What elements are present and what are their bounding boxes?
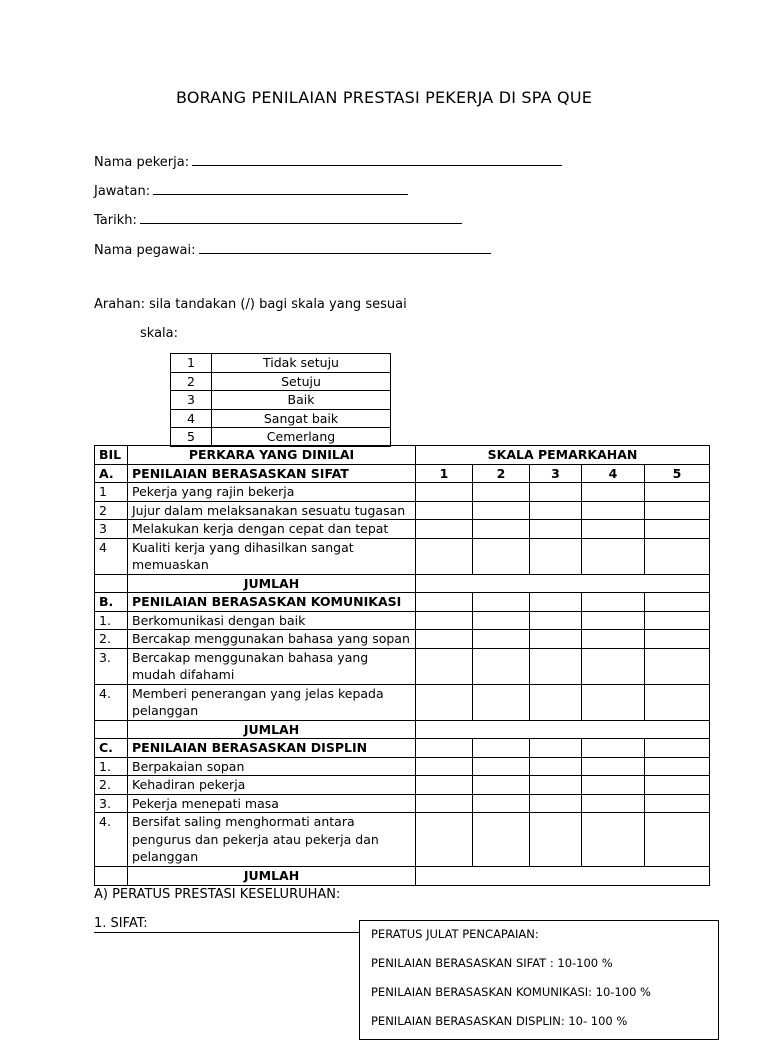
score-cell[interactable] [416,757,473,776]
criteria-number: 2. [95,776,128,795]
scale-description: Setuju [212,372,391,391]
score-cell[interactable] [582,483,645,502]
criteria-text [128,520,416,539]
scale-number: 1 [171,354,212,373]
criteria-row [95,630,710,649]
score-cell[interactable] [416,813,473,867]
score-cell[interactable] [530,593,582,612]
criteria-text-line: Bercakap menggunakan bahasa yang sopan [132,631,410,646]
form-title: BORANG PENILAIAN PRESTASI PEKERJA DI SPA QUE [175,88,593,107]
criteria-row [95,813,710,867]
score-cell[interactable] [416,648,473,684]
criteria-number: 4. [95,813,128,867]
field-label: Nama pegawai: [94,243,196,258]
criteria-number: 3 [95,520,128,539]
score-cell[interactable] [473,483,530,502]
criteria-text-line: Jujur dalam melaksanakan sesuatu tugasan [132,502,406,518]
score-cell[interactable] [473,501,530,520]
criteria-text-line: Pekerja yang rajin bekerja [132,484,295,499]
score-cell[interactable] [530,813,582,867]
score-cell[interactable] [645,776,710,795]
summary-line: PENILAIAN BERASASKAN DISPLIN: 10- 100 % [371,1014,628,1028]
score-cell[interactable] [530,630,582,649]
score-cell[interactable] [582,776,645,795]
criteria-number: 4 [95,538,128,574]
nama-pekerja-line[interactable] [192,152,562,166]
field-label: Nama pekerja: [94,155,190,170]
total-row [95,720,710,739]
score-header: 5 [645,464,710,483]
score-cell[interactable] [416,520,473,539]
section-code: A. [95,464,128,483]
criteria-text-line: Kualiti kerja yang dihasilkan sangat [132,539,354,555]
criteria-number: 2 [95,501,128,520]
nama-pegawai-line[interactable] [199,240,491,254]
summary-line: PENILAIAN BERASASKAN SIFAT : 10-100 % [371,956,613,970]
section-title: PENILAIAN BERASASKAN SIFAT [128,464,416,483]
score-cell[interactable] [645,611,710,630]
criteria-number: 3. [95,794,128,813]
score-header: 1 [416,464,473,483]
score-cell[interactable] [530,611,582,630]
field-label: Jawatan: [94,184,151,199]
scale-row [171,391,391,410]
criteria-text-line: pelanggan [132,849,199,864]
criteria-number: 1 [95,483,128,502]
scale-description: Cemerlang [212,428,391,447]
score-cell[interactable] [416,684,473,720]
field-jawatan [94,181,408,199]
score-cell[interactable] [645,501,710,520]
score-cell[interactable] [530,538,582,574]
table-header-row [95,446,710,465]
scale-number: 2 [171,372,212,391]
criteria-text-line: memuaskan [132,557,209,572]
score-cell[interactable] [582,794,645,813]
score-cell[interactable] [473,630,530,649]
score-cell[interactable] [645,483,710,502]
scale-number: 5 [171,428,212,447]
score-cell[interactable] [645,593,710,612]
header-perkara: PERKARA YANG DINILAI [128,446,416,465]
score-cell[interactable] [473,520,530,539]
score-cell[interactable] [645,739,710,758]
score-cell[interactable] [582,684,645,720]
score-cell[interactable] [473,538,530,574]
score-cell[interactable] [473,611,530,630]
scale-number: 4 [171,409,212,428]
score-cell[interactable] [582,757,645,776]
score-cell[interactable] [582,520,645,539]
total-empty-cell [95,720,128,739]
score-cell[interactable] [416,794,473,813]
criteria-text-line: mudah difahami [132,667,235,682]
score-header: 4 [582,464,645,483]
criteria-text [128,757,416,776]
score-cell[interactable] [473,757,530,776]
criteria-text [128,630,416,649]
section-title: PENILAIAN BERASASKAN KOMUNIKASI [128,593,416,612]
criteria-row [95,776,710,795]
score-cell[interactable] [416,630,473,649]
scale-description: Sangat baik [212,409,391,428]
score-cell[interactable] [473,684,530,720]
scale-row [171,428,391,447]
score-cell[interactable] [416,593,473,612]
criteria-row [95,483,710,502]
criteria-number: 1. [95,757,128,776]
field-nama-pekerja [94,152,562,170]
score-cell[interactable] [530,648,582,684]
score-cell[interactable] [416,501,473,520]
total-row [95,574,710,593]
criteria-row [95,757,710,776]
scale-number: 3 [171,391,212,410]
criteria-text-line: Berpakaian sopan [132,758,245,774]
sifat-field [94,916,360,933]
field-tarikh [94,210,462,228]
score-cell[interactable] [530,501,582,520]
criteria-text-line: Berkomunikasi dengan baik [132,612,306,628]
score-cell[interactable] [416,611,473,630]
score-cell[interactable] [582,813,645,867]
score-cell[interactable] [416,483,473,502]
score-cell[interactable] [416,538,473,574]
score-cell[interactable] [645,794,710,813]
instruction: Arahan: sila tandakan (/) bagi skala yang sesuai [94,297,407,312]
score-cell[interactable] [582,593,645,612]
criteria-text [128,813,416,867]
criteria-text-line: Bercakap menggunakan bahasa yang [132,649,369,665]
scale-table [170,353,391,447]
criteria-number: 3. [95,648,128,684]
score-cell[interactable] [530,757,582,776]
score-cell[interactable] [530,483,582,502]
summary-title: PERATUS JULAT PENCAPAIAN: [371,927,539,941]
criteria-row [95,794,710,813]
score-cell[interactable] [473,813,530,867]
criteria-text [128,648,416,684]
total-label: JUMLAH [128,720,416,739]
score-cell[interactable] [473,794,530,813]
criteria-row [95,684,710,720]
field-label: Tarikh: [94,213,137,228]
overall-heading: A) PERATUS PRESTASI KESELURUHAN: [94,887,341,902]
criteria-text-line: Kehadiran pekerja [132,777,246,792]
scale-row [171,354,391,373]
total-label: JUMLAH [128,574,416,593]
total-value-cell[interactable] [416,574,710,593]
score-cell[interactable] [416,776,473,795]
score-cell[interactable] [582,739,645,758]
total-empty-cell [95,867,128,886]
score-cell[interactable] [582,501,645,520]
criteria-text [128,611,416,630]
criteria-text-line: Pekerja menepati masa [132,795,279,811]
scale-description: Baik [212,391,391,410]
score-header: 3 [530,464,582,483]
score-cell[interactable] [582,648,645,684]
score-cell[interactable] [530,776,582,795]
criteria-row [95,501,710,520]
section-title: PENILAIAN BERASASKAN DISPLIN [128,739,416,758]
criteria-text-line: Melakukan kerja dengan cepat dan tepat [132,521,389,536]
section-code: B. [95,593,128,612]
score-cell[interactable] [645,538,710,574]
field-nama-pegawai [94,240,491,258]
header-bil: BIL [95,446,128,465]
score-cell[interactable] [582,630,645,649]
score-cell[interactable] [645,520,710,539]
score-cell[interactable] [645,630,710,649]
criteria-text [128,538,416,574]
score-cell[interactable] [473,776,530,795]
summary-line: PENILAIAN BERASASKAN KOMUNIKASI: 10-100 % [371,985,651,999]
criteria-row [95,520,710,539]
sifat-label: 1. SIFAT: [94,916,148,931]
scale-row [171,409,391,428]
score-cell[interactable] [473,739,530,758]
criteria-row [95,648,710,684]
score-cell[interactable] [416,739,473,758]
score-header: 2 [473,464,530,483]
score-cell[interactable] [582,538,645,574]
criteria-text [128,501,416,520]
score-cell[interactable] [645,648,710,684]
scale-row [171,372,391,391]
section-header-row [95,739,710,758]
tarikh-line[interactable] [140,210,462,224]
score-cell[interactable] [582,611,645,630]
criteria-number: 1. [95,611,128,630]
scale-label: skala: [140,326,178,341]
section-header-row [95,464,710,483]
score-cell[interactable] [645,684,710,720]
criteria-text-line: Bersifat saling menghormati antara [132,814,355,829]
jawatan-line[interactable] [153,181,408,195]
summary-box [359,920,719,1040]
criteria-text-line: pelanggan [132,703,199,718]
scale-description: Tidak setuju [212,354,391,373]
criteria-text [128,776,416,795]
criteria-text [128,483,416,502]
score-cell[interactable] [645,813,710,867]
total-row [95,867,710,886]
score-cell[interactable] [473,648,530,684]
criteria-text [128,684,416,720]
total-label: JUMLAH [128,867,416,886]
criteria-text-line: Memberi penerangan yang jelas kepada [132,685,384,701]
total-empty-cell [95,574,128,593]
criteria-number: 2. [95,630,128,649]
criteria-text-line: pengurus dan pekerja atau pekerja dan [132,831,379,847]
criteria-row [95,611,710,630]
section-code: C. [95,739,128,758]
score-cell[interactable] [530,794,582,813]
criteria-number: 4. [95,684,128,720]
assessment-table [94,445,710,886]
total-value-cell[interactable] [416,720,710,739]
header-skala: SKALA PEMARKAHAN [416,446,710,465]
criteria-row [95,538,710,574]
score-cell[interactable] [530,520,582,539]
score-cell[interactable] [530,739,582,758]
section-header-row [95,593,710,612]
score-cell[interactable] [645,757,710,776]
score-cell[interactable] [473,593,530,612]
score-cell[interactable] [530,684,582,720]
total-value-cell[interactable] [416,867,710,886]
criteria-text [128,794,416,813]
